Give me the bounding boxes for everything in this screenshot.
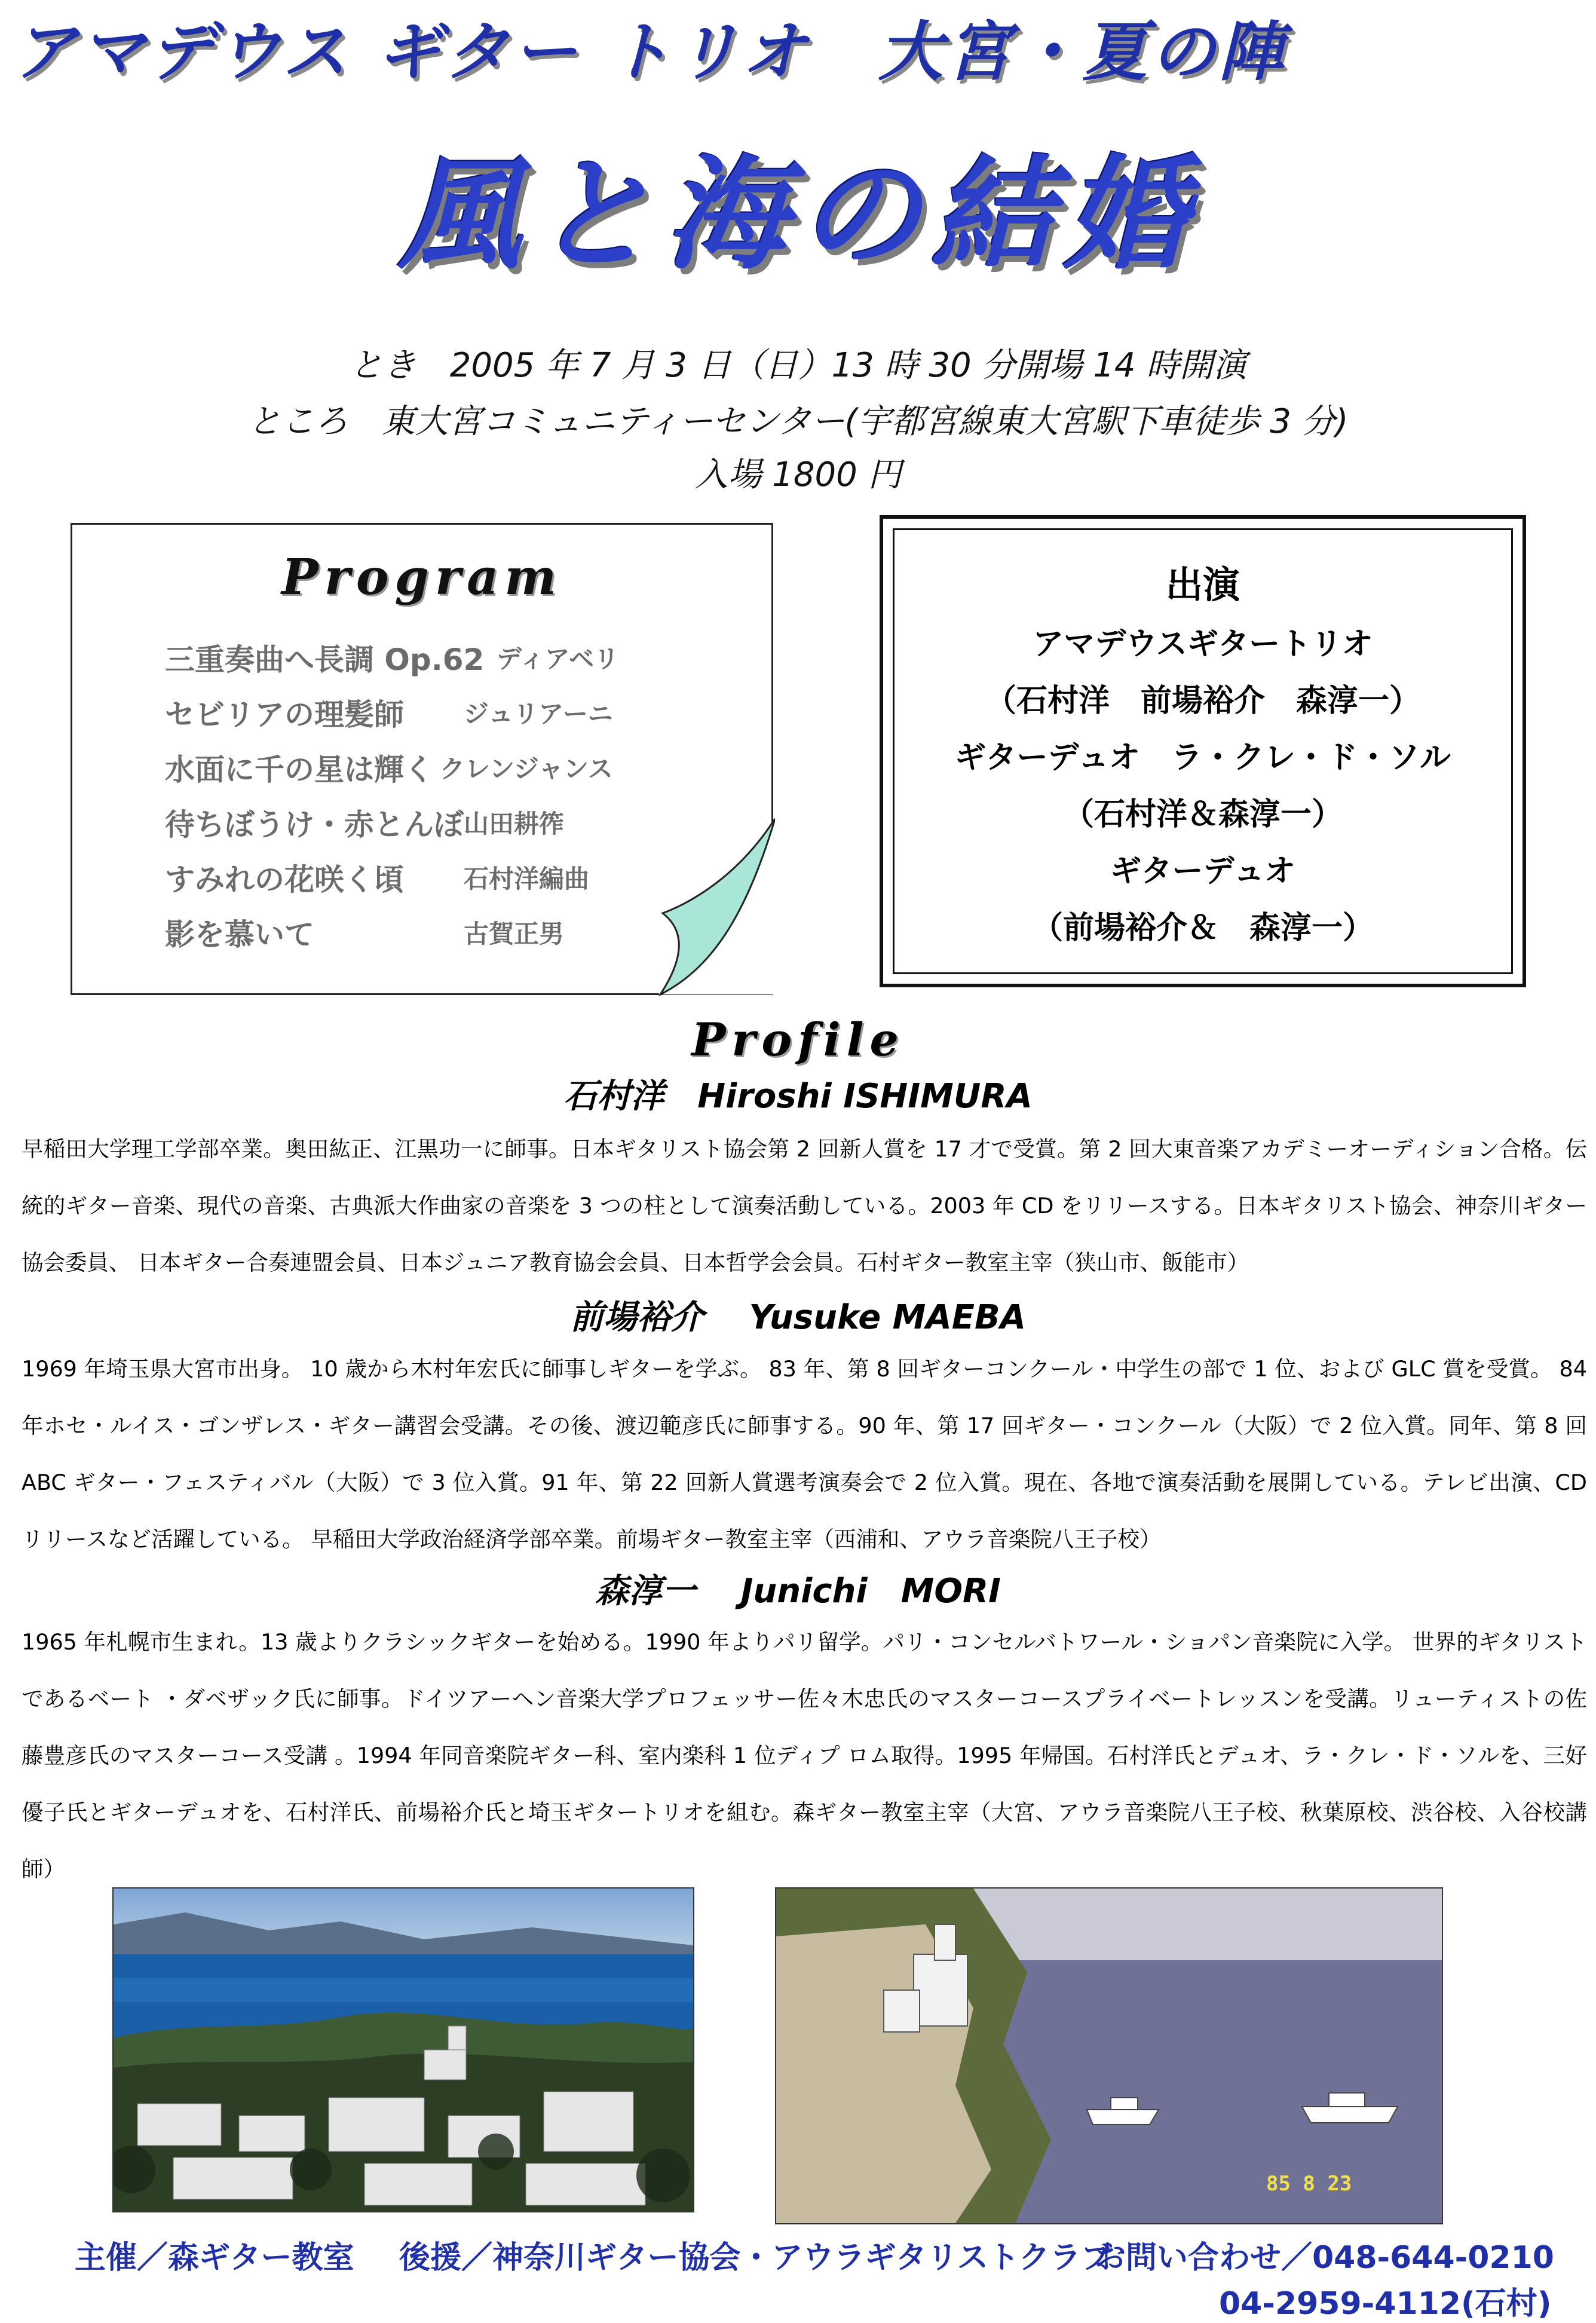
performer-line: （石村洋 前場裕介 森淳一） xyxy=(985,683,1420,719)
coastal-city-illustration xyxy=(114,1889,693,2211)
program-composer: 古賀正男 xyxy=(464,919,565,948)
performer-line: （石村洋＆森淳一） xyxy=(1062,797,1343,833)
performers-inner xyxy=(893,528,1513,974)
person-bio: 1965 年札幌市生まれ。13 歳よりクラシックギターを始める。1990 年よりパリ留学。パリ・コンセルバトワール・ショパン音楽院に入学。 世界的ギタリストであるベート ・ダベザック氏に師事。ドイツアーヘン音楽大学プロフェッサー佐々木忠氏のマスターコースプライベートレッスンを受講。リューティストの佐藤豊彦氏のマスターコース受講 。1994 年同音楽院ギター科、室内楽科 1 位ディプ ロム取得。1995 年帰国。石村洋氏とデュオ、ラ・クレ・ド・ソルを、三好 優子氏とギターデュオを、石村洋氏、前場裕介氏と埼玉ギタートリオを組む。森ギター教室主宰（大宮、アウラ音楽院八王子校、秋葉原校、渋谷校、入谷校講師） xyxy=(22,1629,1587,1882)
program-piece: 影を慕いて xyxy=(165,917,314,952)
program-composer: ジュリアーニ xyxy=(464,699,613,729)
program-composer: 山田耕筰 xyxy=(464,809,565,838)
castle-cliff-photo xyxy=(775,1887,1443,2224)
performers-box xyxy=(880,515,1526,987)
program-heading: Program xyxy=(281,549,562,606)
coastal-city-photo xyxy=(112,1887,694,2212)
person-name: 森淳一 Junichi MORI xyxy=(595,1572,1001,1611)
main-title: 風と海の結婚 xyxy=(398,144,1198,286)
person-name: 前場裕介 Yusuke MAEBA xyxy=(569,1298,1027,1337)
header-title: アマデウス ギター トリオ 大宮・夏の陣 xyxy=(12,15,1287,90)
event-venue: ところ 東大宮コミュニティーセンター(宇都宮線東大宮駅下車徒歩 3 分) xyxy=(247,402,1349,441)
footer-organizer: 主催／森ギター教室 xyxy=(75,2240,354,2276)
performers-heading: 出演 xyxy=(1165,563,1240,607)
performer-line: ギターデュオ xyxy=(1110,853,1295,889)
program-piece: 水面に千の星は輝く xyxy=(165,752,434,787)
footer-contact-2: 04-2959-4112(石村) xyxy=(1219,2286,1552,2322)
person-bio: 1969 年埼玉県大宮市出身。 10 歳から木村年宏氏に師事しギターを学ぶ。 83 年、第 8 回ギターコンクール・中学生の部で 1 位、および GLC 賞を受賞。 84 年ホセ・ルイス・ゴンザレス・ギター講習会受講。その後、渡辺範彦氏に師事する。90 年、第 17 回ギター・コンクール（大阪）で 2 位入賞。同年、第 8 回 ABC ギター・フェスティバル（大阪）で 3 位入賞。91 年、第 22 回新人賞選考演奏会で 2 位入賞。現在、各地で演奏活動を展開している。テレビ出演、CD リリースなど活躍している。 早稲田大学政治経済学部卒業。前場ギター教室主宰（西浦和、アウラ音楽院八王子校） xyxy=(22,1356,1587,1552)
program-card xyxy=(71,523,773,995)
program-piece: すみれの花咲く頃 xyxy=(165,862,404,897)
program-composer: 石村洋編曲 xyxy=(464,864,590,893)
program-piece: 三重奏曲へ長調 Op.62 xyxy=(165,642,485,677)
performer-line: アマデウスギタートリオ xyxy=(1033,626,1373,662)
person-bio: 早稲田大学理工学部卒業。奥田紘正、江黒功一に師事。日本ギタリスト協会第 2 回新人賞を 17 才で受賞。第 2 回大東音楽アカデミーオーディション合格。伝統的ギター音楽、現代の音楽、古典派大作曲家の音楽を 3 つの柱として演奏活動している。2003 年 CD をリリースする。日本ギタリスト協会、神奈川ギター協会委員、 日本ギター合奏連盟会員、日本ジュニア教育協会会員、日本哲学会会員。石村ギター教室主宰（狭山市、飯能市） xyxy=(22,1136,1587,1275)
photo-timestamp: 85 8 23 xyxy=(1266,2172,1352,2196)
program-piece: セビリアの理髪師 xyxy=(165,697,404,732)
program-composer: クレンジャンス xyxy=(440,754,613,783)
program-item xyxy=(165,636,703,684)
program-item xyxy=(165,691,703,739)
event-date: とき 2005 年 7 月 3 日（日）13 時 30 分開場 14 時開演 xyxy=(349,346,1247,385)
profile-heading: Profile xyxy=(691,1013,905,1066)
program-piece: 待ちぼうけ・赤とんぼ xyxy=(165,807,464,842)
performer-line: ギターデュオ ラ・クレ・ド・ソル xyxy=(955,740,1451,776)
program-composer: ディアベリ xyxy=(497,644,619,674)
person-name: 石村洋 Hiroshi ISHIMURA xyxy=(563,1077,1033,1116)
performer-line: （前場裕介＆ 森淳一） xyxy=(1031,910,1374,946)
page-curl-icon xyxy=(590,818,775,996)
program-item xyxy=(165,746,703,794)
footer-contact: お問い合わせ／048-644-0210 xyxy=(1095,2240,1554,2276)
castle-cliff-illustration xyxy=(776,1889,1442,2223)
event-admission: 入場 1800 円 xyxy=(694,455,902,494)
footer-support: 後援／神奈川ギター協会・アウラギタリストクラブ xyxy=(399,2240,1112,2276)
